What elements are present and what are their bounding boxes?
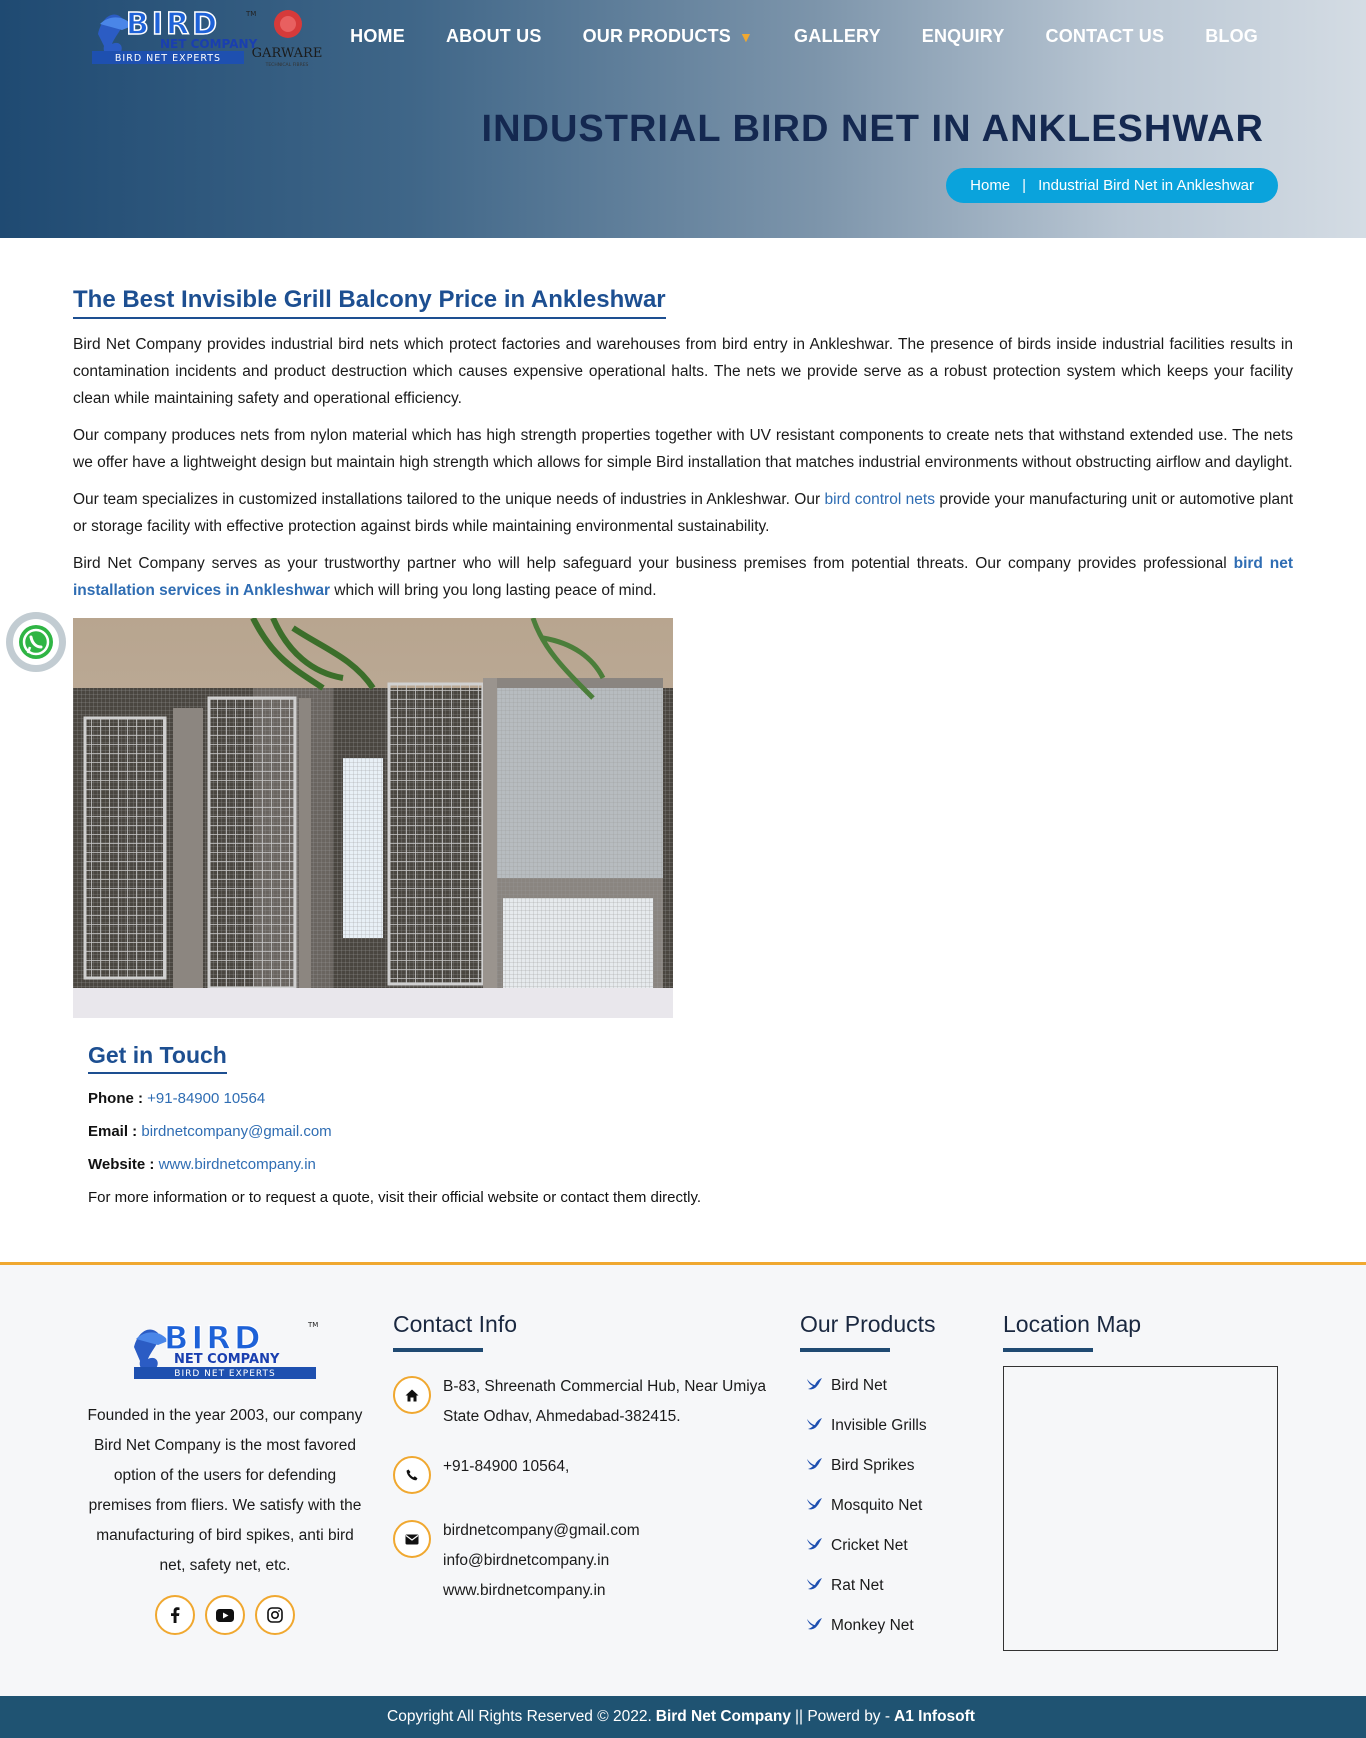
youtube-icon[interactable] — [205, 1595, 245, 1635]
product-label: Bird Sprikes — [831, 1457, 915, 1474]
product-item-invisible-grills[interactable] — [800, 1406, 990, 1446]
breadcrumb-separator: | — [1022, 177, 1027, 194]
page-title: INDUSTRIAL BIRD NET IN ANKLESHWAR — [481, 108, 1264, 150]
footer-about-text: Founded in the year 2003, our company Bird Net Company is the most favored option of the users for defending premises from fliers. We satisfy with the manufacturing of bird spikes, anti bird net, safety net, etc. — [87, 1407, 363, 1574]
product-list — [800, 1366, 990, 1646]
copyright-brand: Bird Net Company — [655, 1708, 791, 1725]
footer-products — [800, 1311, 990, 1646]
partner-text-end: which will bring you long lasting peace of mind. — [330, 582, 657, 599]
whatsapp-button[interactable] — [6, 612, 66, 672]
partner-text-start: Bird Net Company serves as your trustworthy partner who will help safeguard your business premises from potential threats. Our company provides professional — [73, 555, 1234, 572]
svg-text:TM: TM — [246, 10, 257, 18]
product-label: Bird Net — [831, 1377, 887, 1394]
touch-email-row — [88, 1123, 988, 1140]
footer-logo[interactable] — [130, 1317, 320, 1381]
svg-text:BIRD: BIRD — [126, 7, 221, 42]
copyright-powered: || Powerd by - — [794, 1708, 891, 1725]
product-label: Cricket Net — [831, 1537, 908, 1554]
products-heading-underline — [800, 1348, 890, 1352]
svg-text:TM: TM — [308, 1321, 319, 1329]
main-nav — [309, 26, 1258, 47]
home-icon — [393, 1376, 431, 1414]
product-item-bird-net[interactable] — [800, 1366, 990, 1406]
footer-location-map — [1003, 1311, 1283, 1651]
email-label: Email : — [88, 1123, 138, 1140]
hero-banner — [0, 0, 1366, 238]
invisible-grill-photo — [73, 618, 673, 1018]
bird-icon — [806, 1537, 823, 1556]
bird-control-nets-link[interactable]: bird control nets — [824, 491, 935, 508]
bird-icon — [806, 1577, 823, 1596]
installation-services-link[interactable]: bird net installation services in Ankleshwar — [73, 555, 1293, 599]
footer-about — [86, 1317, 364, 1635]
bird-icon — [806, 1377, 823, 1396]
nav-gallery[interactable]: GALLERY — [794, 26, 881, 46]
contact-heading-underline — [393, 1348, 483, 1352]
bird-icon — [806, 1617, 823, 1636]
email-row — [393, 1516, 773, 1606]
product-label: Mosquito Net — [831, 1497, 923, 1514]
copyright-bar — [0, 1696, 1366, 1738]
product-item-cricket-net[interactable] — [800, 1526, 990, 1566]
nav-our-products[interactable] — [583, 26, 753, 47]
bird-icon — [806, 1497, 823, 1516]
nav-home[interactable]: HOME — [350, 26, 405, 46]
developer-link[interactable]: A1 Infosoft — [894, 1708, 975, 1725]
touch-website-row — [88, 1156, 988, 1173]
whatsapp-icon — [13, 619, 59, 665]
footer-info-email-link[interactable]: info@birdnetcompany.in — [443, 1552, 610, 1569]
footer-website-link[interactable]: www.birdnetcompany.in — [443, 1582, 606, 1599]
facebook-icon[interactable] — [155, 1595, 195, 1635]
footer-email-link[interactable]: birdnetcompany@gmail.com — [443, 1522, 640, 1539]
svg-text:GARWARE: GARWARE — [251, 46, 323, 61]
touch-phone-row — [88, 1090, 988, 1107]
section-heading: The Best Invisible Grill Balcony Price in Ankleshwar — [73, 286, 666, 319]
svg-text:NET COMPANY: NET COMPANY — [160, 37, 258, 51]
product-item-mosquito-net[interactable] — [800, 1486, 990, 1526]
svg-text:BIRD NET EXPERTS: BIRD NET EXPERTS — [114, 53, 222, 64]
svg-text:BIRD: BIRD — [164, 1319, 264, 1357]
svg-text:BIRD NET EXPERTS: BIRD NET EXPERTS — [174, 1369, 276, 1379]
breadcrumb — [946, 168, 1278, 203]
installation-text-start: Our team specializes in customized installations tailored to the unique needs of industries in Ankleshwar. Our — [73, 491, 825, 508]
nav-our-products-label: OUR PRODUCTS — [582, 26, 731, 46]
nav-blog[interactable]: BLOG — [1205, 26, 1258, 46]
product-label: Invisible Grills — [831, 1417, 927, 1434]
email-link[interactable]: birdnetcompany@gmail.com — [141, 1123, 332, 1140]
social-links — [86, 1595, 364, 1635]
bird-icon — [806, 1457, 823, 1476]
footer-phone-link[interactable]: +91-84900 10564, — [443, 1458, 570, 1475]
product-label: Monkey Net — [831, 1617, 914, 1634]
map-embed[interactable] — [1003, 1366, 1278, 1651]
nav-about-us[interactable]: ABOUT US — [445, 26, 542, 46]
phone-link[interactable]: +91-84900 10564 — [147, 1090, 266, 1107]
svg-text:NET COMPANY: NET COMPANY — [174, 1352, 280, 1367]
breadcrumb-current: Industrial Bird Net in Ankleshwar — [1038, 177, 1254, 194]
address-text: B-83, Shreenath Commercial Hub, Near Umiya State Odhav, Ahmedabad-382415. — [443, 1378, 767, 1425]
caret-down-icon: ▼ — [738, 28, 754, 45]
phone-row — [393, 1452, 773, 1496]
product-item-monkey-net[interactable] — [800, 1606, 990, 1646]
contact-info-heading: Contact Info — [393, 1311, 518, 1337]
footer-contact-info — [393, 1311, 773, 1606]
site-footer — [0, 1262, 1366, 1696]
material-paragraph: Our company produces nets from nylon material which has high strength properties together with UV resistant components to create nets that withstand extended use. The nets we offer have a lightweight design but maintain high strength which allows for simple Bird installation that matches industrial environments without obstructing airflow and daylight. — [73, 427, 1293, 471]
svg-text:TECHNICAL FIBRES: TECHNICAL FIBRES — [265, 63, 309, 68]
phone-label: Phone : — [88, 1090, 143, 1107]
installation-text-end: provide your manufacturing unit or automotive plant or storage facility with effective protection against birds while maintaining environmental sustainability. — [73, 491, 1293, 535]
bird-icon — [806, 1417, 823, 1436]
website-link[interactable]: www.birdnetcompany.in — [158, 1156, 316, 1173]
phone-icon — [393, 1456, 431, 1494]
map-heading-underline — [1003, 1348, 1093, 1352]
our-products-heading: Our Products — [800, 1311, 936, 1337]
touch-note: For more information or to request a quote, visit their official website or contact them directly. — [88, 1189, 702, 1206]
nav-contact-us[interactable]: CONTACT US — [1045, 26, 1165, 46]
nav-enquiry[interactable]: ENQUIRY — [921, 26, 1005, 46]
breadcrumb-home-link[interactable]: Home — [970, 177, 1011, 194]
product-item-bird-sprikes[interactable] — [800, 1446, 990, 1486]
website-label: Website : — [88, 1156, 155, 1173]
get-in-touch-heading: Get in Touch — [88, 1042, 227, 1074]
product-label: Rat Net — [831, 1577, 884, 1594]
intro-paragraph: Bird Net Company provides industrial bird nets which protect factories and warehouses from bird entry in Ankleshwar. The presence of birds inside industrial facilities results in contamination incidents and product destruction which causes expensive operational halts. The nets we provide serve as a robust protection system which keeps your facility clean while maintaining safety and operational efficiency. — [73, 336, 1293, 407]
get-in-touch — [88, 1042, 988, 1206]
instagram-icon[interactable] — [255, 1595, 295, 1635]
partner-paragraph — [73, 550, 1293, 604]
address-row — [393, 1372, 773, 1432]
product-item-rat-net[interactable] — [800, 1566, 990, 1606]
location-map-heading: Location Map — [1003, 1311, 1142, 1337]
copyright-text: Copyright All Rights Reserved © 2022. — [387, 1708, 652, 1725]
envelope-icon — [393, 1520, 431, 1558]
main-content — [73, 286, 1293, 604]
installation-paragraph — [73, 486, 1293, 540]
